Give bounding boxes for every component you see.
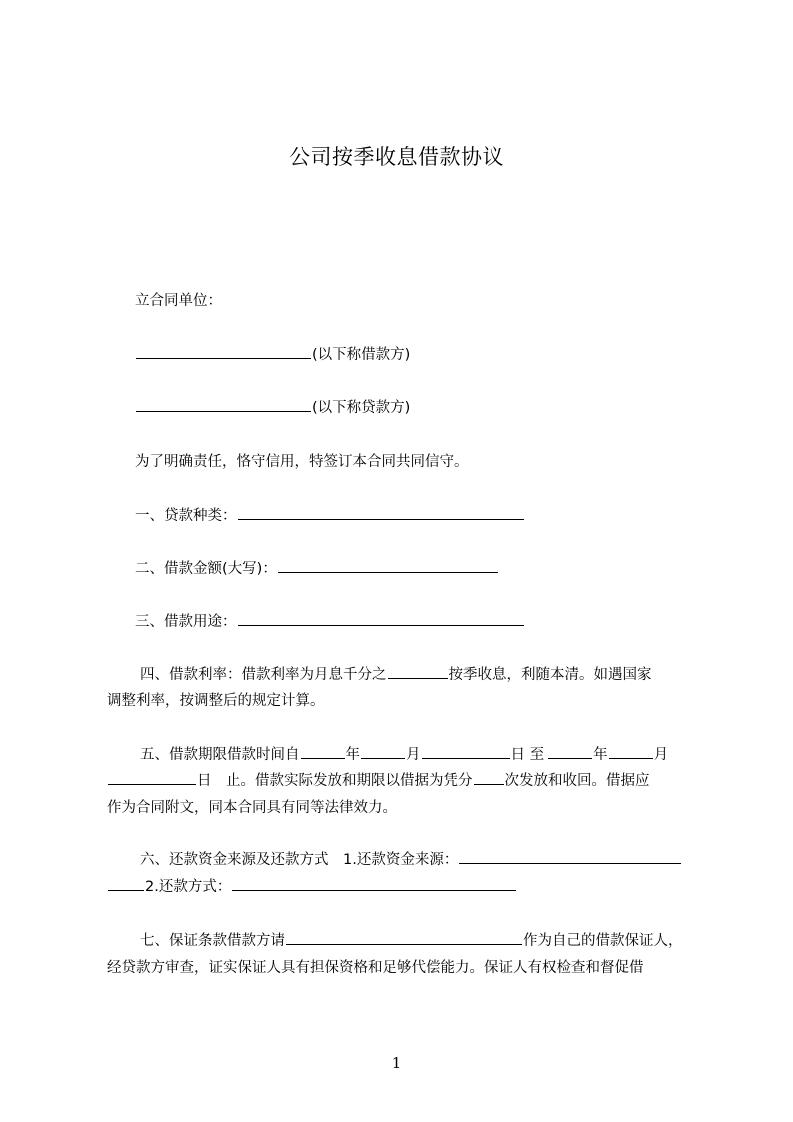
start-year-unit: 年 [345,747,360,763]
guarantor-blank[interactable] [286,930,522,945]
end-month-blank[interactable] [609,744,653,759]
installments-blank[interactable] [474,770,504,785]
clause-6-method-label: 2.还款方式： [145,879,232,895]
clause-4-line-1 [140,662,740,689]
lender-blank[interactable] [136,397,311,412]
document-title: 公司按季收息借款协议 [289,145,504,169]
start-day-blank[interactable] [422,744,510,759]
clause-1-label: 一、贷款种类： [135,508,237,524]
start-year-blank[interactable] [301,744,345,759]
clause-4-text: 按季收息，利随本清。如遇国家 [448,667,652,683]
lender-suffix: (以下称贷款方) [312,400,411,416]
clause-7-line-1 [140,928,740,955]
page-number: 1 [391,1054,402,1072]
clause-2-label: 二、借款金额(大写)： [135,561,277,577]
clause-7-text-b: 作为自己的借款保证人， [523,933,683,949]
clause-3-label: 三、借款用途： [135,614,237,630]
clause-5-label: 五、借款期限借款时间自 [140,747,300,763]
party-intro: 立合同单位： [135,293,222,309]
borrower-blank[interactable] [136,344,311,359]
borrower-line [135,342,735,369]
borrower-suffix: (以下称借款方) [312,347,411,363]
end-day-blank[interactable] [108,770,196,785]
loan-purpose-blank[interactable] [238,611,524,626]
repayment-source-blank[interactable] [459,849,681,864]
start-month-blank[interactable] [361,744,405,759]
clause-5-text-c: 次发放和收回。借据应 [504,773,650,789]
loan-amount-blank[interactable] [278,558,498,573]
clause-4-label: 四、借款利率：借款利率为月息千分之 [140,667,387,683]
clause-1 [135,503,735,530]
clause-7-line-2: 经贷款方审查，证实保证人具有担保资格和足够代偿能力。保证人有权检查和督促借 [107,960,644,976]
loan-type-blank[interactable] [238,505,524,520]
end-year-blank[interactable] [548,744,592,759]
repayment-method-blank[interactable] [232,876,516,891]
clause-5-text-b: 日 止。借款实际发放和期限以借据为凭分 [197,773,473,789]
clause-7-label: 七、保证条款借款方请 [140,933,285,949]
clause-5-line-3: 作为合同附文，同本合同具有同等法律效力。 [107,800,397,816]
clause-6-line-1 [140,847,740,874]
end-year-unit: 年 [593,747,608,763]
preamble: 为了明确责任，恪守信用，特签订本合同共同信守。 [135,454,469,470]
clause-2 [135,556,735,583]
clause-3 [135,609,735,636]
clause-5-line-1 [140,742,740,769]
end-month-unit: 月 [653,747,669,763]
clause-6-line-2 [107,874,707,901]
clause-5-line-2 [107,768,707,795]
interest-rate-blank[interactable] [388,664,448,679]
lender-line [135,395,735,422]
clause-4-line-2: 调整利率，按调整后的规定计算。 [107,693,325,709]
repayment-source-cont-blank[interactable] [108,876,144,891]
start-month-unit: 月 [406,747,421,763]
clause-6-label: 六、还款资金来源及还款方式 1.还款资金来源： [140,852,459,868]
start-day-to: 日 至 [510,747,545,763]
